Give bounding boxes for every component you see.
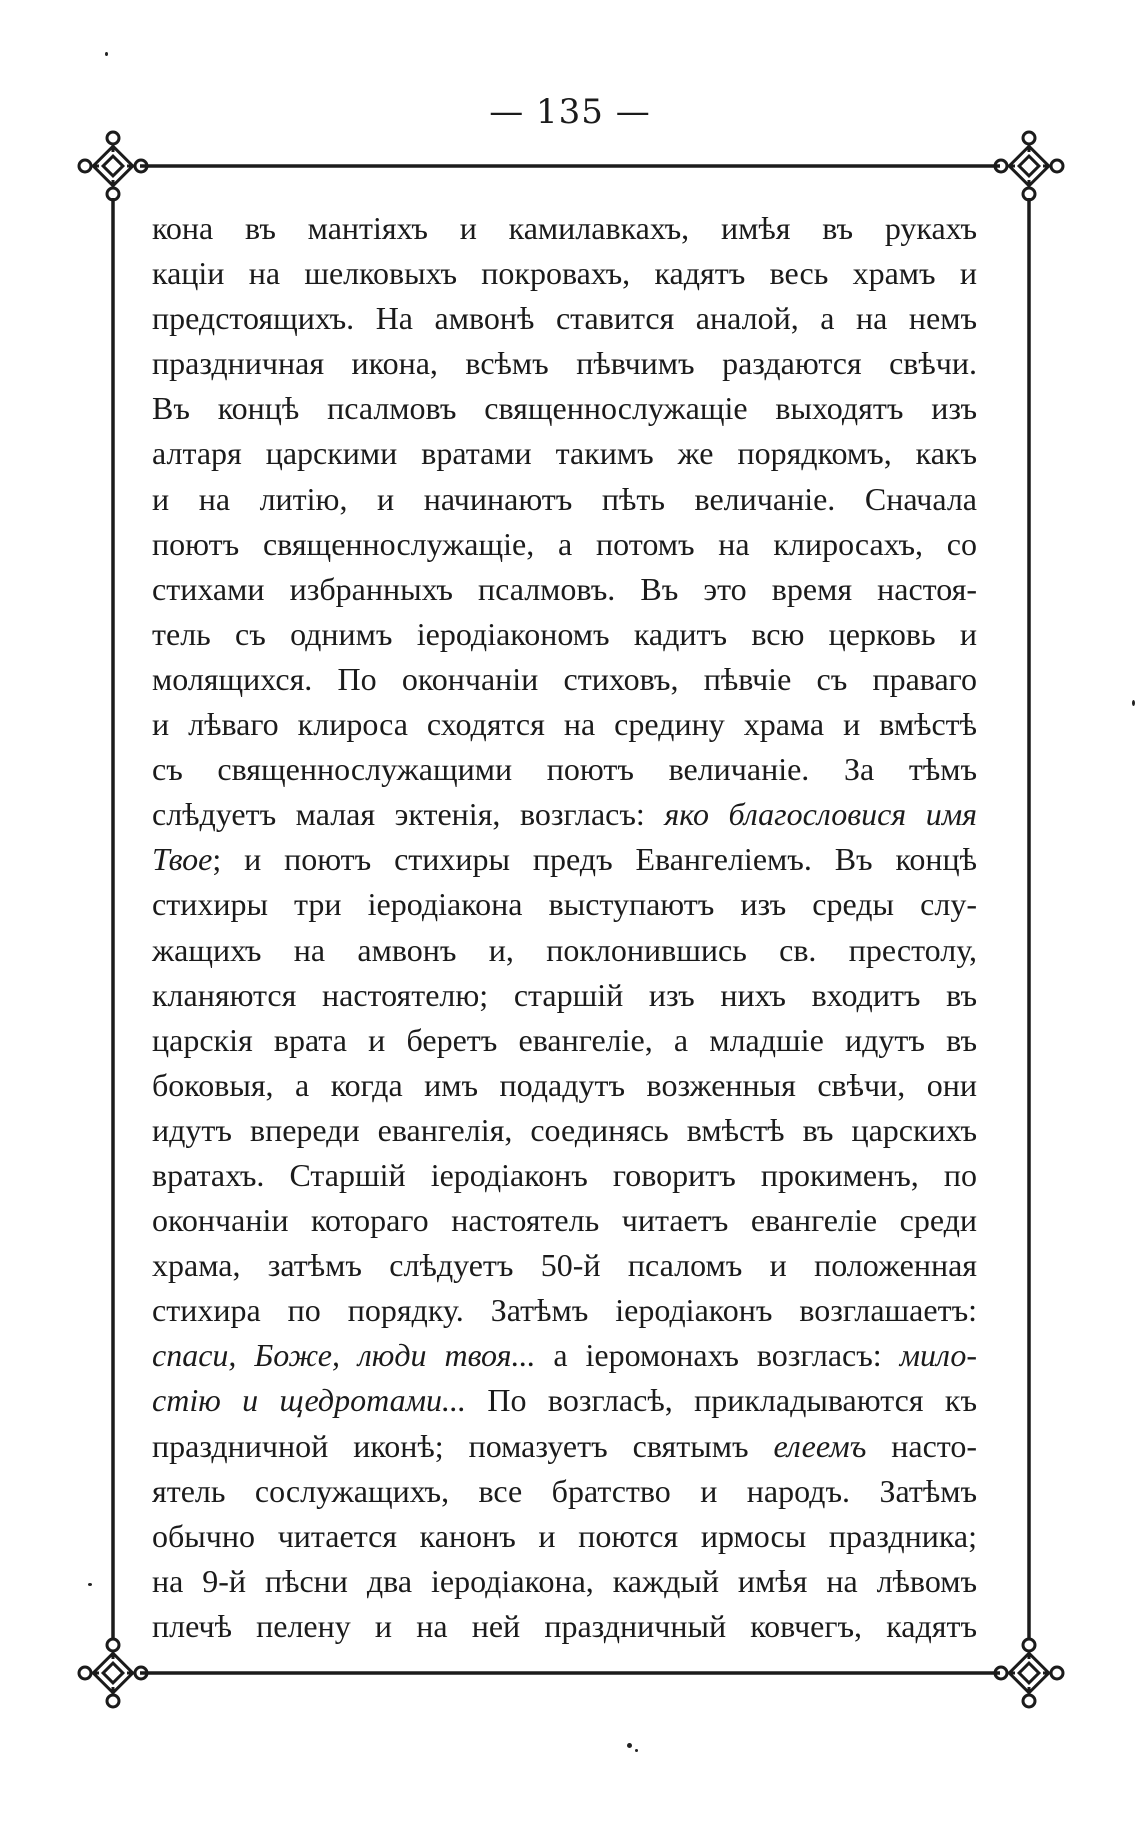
text-line bbox=[152, 1333, 977, 1378]
text-run: вратахъ. Старшій іеродіаконъ говоритъ прокименъ, по bbox=[152, 1156, 977, 1193]
text-line bbox=[152, 657, 977, 702]
text-line bbox=[152, 206, 977, 251]
text-line bbox=[152, 296, 977, 341]
text-run: слѣдуетъ малая эктенія, возгласъ: bbox=[152, 796, 665, 833]
italic-text-run: стію и щедротами... bbox=[152, 1382, 467, 1419]
text-run: жащихъ на амвонъ и, поклонившись св. престолу, bbox=[152, 931, 977, 968]
text-line bbox=[152, 386, 977, 431]
corner-ornament-icon bbox=[79, 1639, 147, 1707]
text-run: стихиры три іеродіакона выступаютъ изъ среды слу- bbox=[152, 886, 977, 923]
print-speck bbox=[627, 1743, 632, 1748]
text-run: окончаніи котораго настоятель читаетъ евангеліе среди bbox=[152, 1202, 977, 1239]
text-run: а іеромонахъ возгласъ: bbox=[535, 1337, 900, 1374]
text-run: кланяются настоятелю; старшій изъ нихъ входитъ въ bbox=[152, 976, 977, 1013]
print-speck bbox=[105, 52, 108, 56]
corner-ornament-icon bbox=[995, 1639, 1063, 1707]
text-line bbox=[152, 1604, 977, 1649]
text-line bbox=[152, 341, 977, 386]
italic-text-run: Твое bbox=[152, 841, 213, 878]
text-line bbox=[152, 1378, 977, 1423]
italic-text-run: яко благословися имя bbox=[664, 796, 978, 833]
text-line bbox=[152, 928, 977, 973]
text-line bbox=[152, 792, 977, 837]
text-run: обычно читается канонъ и поются ирмосы праздника; bbox=[152, 1517, 977, 1554]
italic-text-run: елеемъ bbox=[773, 1427, 867, 1464]
body-text bbox=[152, 206, 977, 1649]
text-run: царскія врата и беретъ евангеліе, а младшіе идутъ въ bbox=[152, 1021, 977, 1058]
text-run: и на литію, и начинаютъ пѣть величаніе. Сначала bbox=[152, 480, 977, 517]
text-line bbox=[152, 1424, 977, 1469]
text-line bbox=[152, 882, 977, 927]
text-line bbox=[152, 1469, 977, 1514]
text-line bbox=[152, 1108, 977, 1153]
text-line bbox=[152, 702, 977, 747]
text-run: и лѣваго клироса сходятся на средину храма и вмѣстѣ bbox=[152, 706, 977, 743]
corner-ornament-icon bbox=[79, 132, 147, 200]
text-run: идутъ впереди евангелія, соединясь вмѣстѣ въ царскихъ bbox=[152, 1111, 977, 1148]
print-speck bbox=[1132, 700, 1135, 706]
text-run: Въ концѣ псалмовъ священнослужащіе выходятъ изъ bbox=[152, 390, 977, 427]
text-run: тель съ однимъ іеродіакономъ кадитъ всю церковь и bbox=[152, 615, 977, 652]
print-speck bbox=[88, 1583, 92, 1586]
text-run: плечѣ пелену и на ней праздничный ковчегъ, кадятъ bbox=[152, 1607, 977, 1644]
text-run: поютъ священнослужащіе, а потомъ на клиросахъ, со bbox=[152, 525, 977, 562]
text-run: предстоящихъ. На амвонѣ ставится аналой, а на немъ bbox=[152, 300, 977, 337]
text-run: ятель сослужащихъ, все братство и народъ. Затѣмъ bbox=[152, 1472, 977, 1509]
text-run: молящихся. По окончаніи стиховъ, пѣвчіе съ праваго bbox=[152, 660, 977, 697]
text-line bbox=[152, 1153, 977, 1198]
text-line bbox=[152, 837, 977, 882]
text-run: храма, затѣмъ слѣдуетъ 50-й псаломъ и положенная bbox=[152, 1247, 977, 1284]
italic-text-run: мило- bbox=[899, 1337, 978, 1374]
text-line bbox=[152, 431, 977, 476]
text-line bbox=[152, 522, 977, 567]
text-run: По возгласѣ, прикладываются къ bbox=[466, 1382, 978, 1419]
text-line bbox=[152, 567, 977, 612]
text-run: насто- bbox=[866, 1427, 978, 1464]
italic-text-run: спаси, Боже, люди твоя... bbox=[152, 1337, 536, 1374]
text-run: алтаря царскими вратами такимъ же порядкомъ, какъ bbox=[152, 435, 977, 472]
text-line bbox=[152, 1514, 977, 1559]
text-run: каціи на шелковыхъ покровахъ, кадятъ весь храмъ и bbox=[152, 255, 977, 292]
text-run: стихира по порядку. Затѣмъ іеродіаконъ возглашаетъ: bbox=[152, 1292, 977, 1329]
corner-ornament-icon bbox=[995, 132, 1063, 200]
text-run: праздничная икона, всѣмъ пѣвчимъ раздаются свѣчи. bbox=[152, 345, 977, 382]
text-run: боковыя, а когда имъ подадутъ возженныя свѣчи, они bbox=[152, 1066, 977, 1103]
text-run: на 9-й пѣсни два іеродіакона, каждый имѣя на лѣвомъ bbox=[152, 1562, 977, 1599]
text-run: праздничной иконѣ; помазуетъ святымъ bbox=[152, 1427, 774, 1464]
page-number: — 135 — bbox=[489, 92, 651, 132]
text-line bbox=[152, 973, 977, 1018]
text-run: кона въ мантіяхъ и камилавкахъ, имѣя въ рукахъ bbox=[152, 210, 977, 246]
print-speck bbox=[635, 1749, 638, 1752]
text-line bbox=[152, 1063, 977, 1108]
text-line bbox=[152, 251, 977, 296]
text-line bbox=[152, 477, 977, 522]
text-line bbox=[152, 1559, 977, 1604]
text-line bbox=[152, 1243, 977, 1288]
text-run: стихами избранныхъ псалмовъ. Въ это время настоя- bbox=[152, 570, 977, 607]
text-run: ; и поютъ стихиры предъ Евангеліемъ. Въ концѣ bbox=[212, 841, 977, 878]
text-line bbox=[152, 1018, 977, 1063]
text-run: съ священнослужащими поютъ величаніе. За тѣмъ bbox=[152, 751, 977, 788]
text-line bbox=[152, 1198, 977, 1243]
text-line bbox=[152, 612, 977, 657]
text-line bbox=[152, 747, 977, 792]
text-line bbox=[152, 1288, 977, 1333]
